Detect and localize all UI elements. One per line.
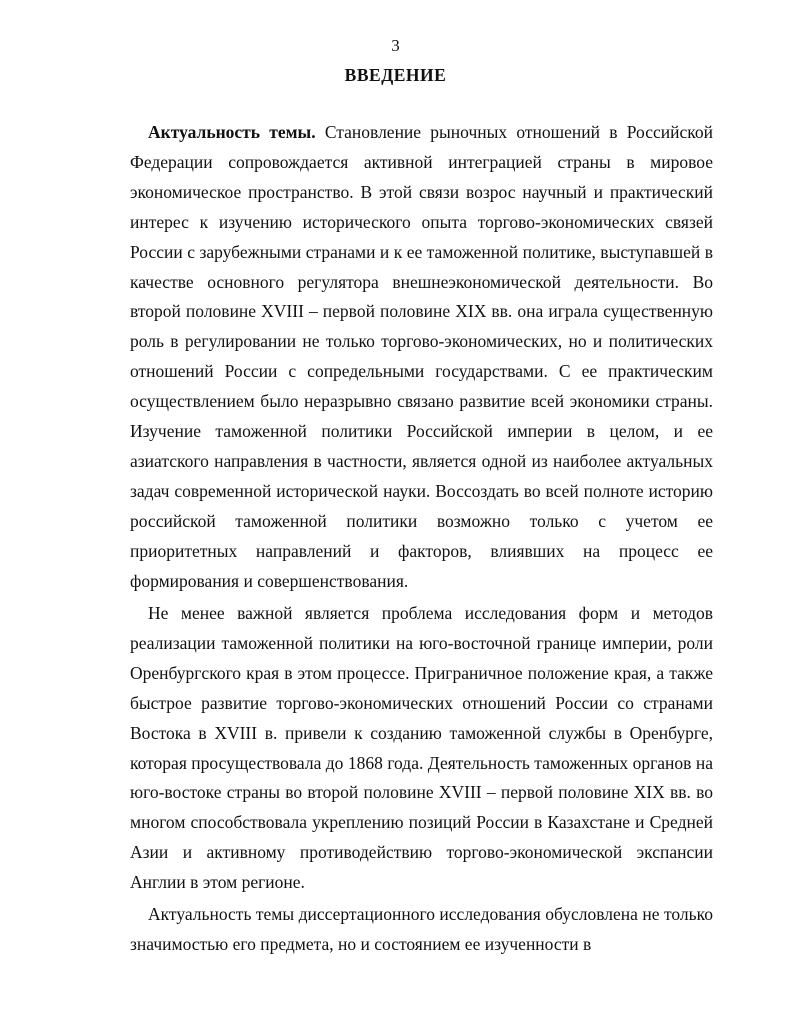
paragraph-text: Становление рыночных отношений в Российской Федерации сопровождается активной интеграцией страны в мировое экономическое пространство. В этой связи возрос научный и практический интерес к изучению исторического опыта торгово-экономических связей России с зарубежными странами и к ее таможенной политике, выступавшей в качестве основного регулятора внешнеэкономической деятельности. Во второй половине XVIII – первой половине XIX вв. она играла существенную роль в регулировании не только торгово-экономических, но и политических отношений России с сопредельными государствами. С ее практическим осуществлением было неразрывно связано развитие всей экономики страны. Изучение таможенной политики Российской империи в целом, и ее азиатского направления в частности, является одной из наиболее актуальных задач современной исторической науки. Воссоздать во всей полноте историю российской таможенной политики возможно только с учетом ее приоритетных направлений и факторов, влиявших на процесс ее формирования и совершенствования.: [130, 122, 713, 591]
paragraph-dissertation-relevance: [130, 900, 713, 960]
paragraph-text: Актуальность темы диссертационного исследования обусловлена не только значимостью его предмета, но и состоянием ее изученности в: [130, 904, 713, 954]
paragraph-text: Не менее важной является проблема исследования форм и методов реализации таможенной политики на юго-восточной границе империи, роли Оренбургского края в этом процессе. Приграничное положение края, а также быстрое развитие торгово-экономических отношений России со странами Востока в XVIII в. привели к созданию таможенной службы в Оренбурге, которая просуществовала до 1868 года. Деятельность таможенных органов на юго-востоке страны во второй половине XVIII – первой половине XIX вв. во многом способствовала укреплению позиций России в Казахстане и Средней Азии и активному противодействию торгово-экономической экспансии Англии в этом регионе.: [130, 603, 713, 893]
paragraph-relevance: [130, 118, 713, 597]
page-number: 3: [391, 36, 400, 55]
paragraph-lead: Актуальность темы.: [148, 122, 316, 142]
paragraph-customs-policy: [130, 599, 713, 898]
page-title: ВВЕДЕНИЕ: [344, 65, 447, 85]
